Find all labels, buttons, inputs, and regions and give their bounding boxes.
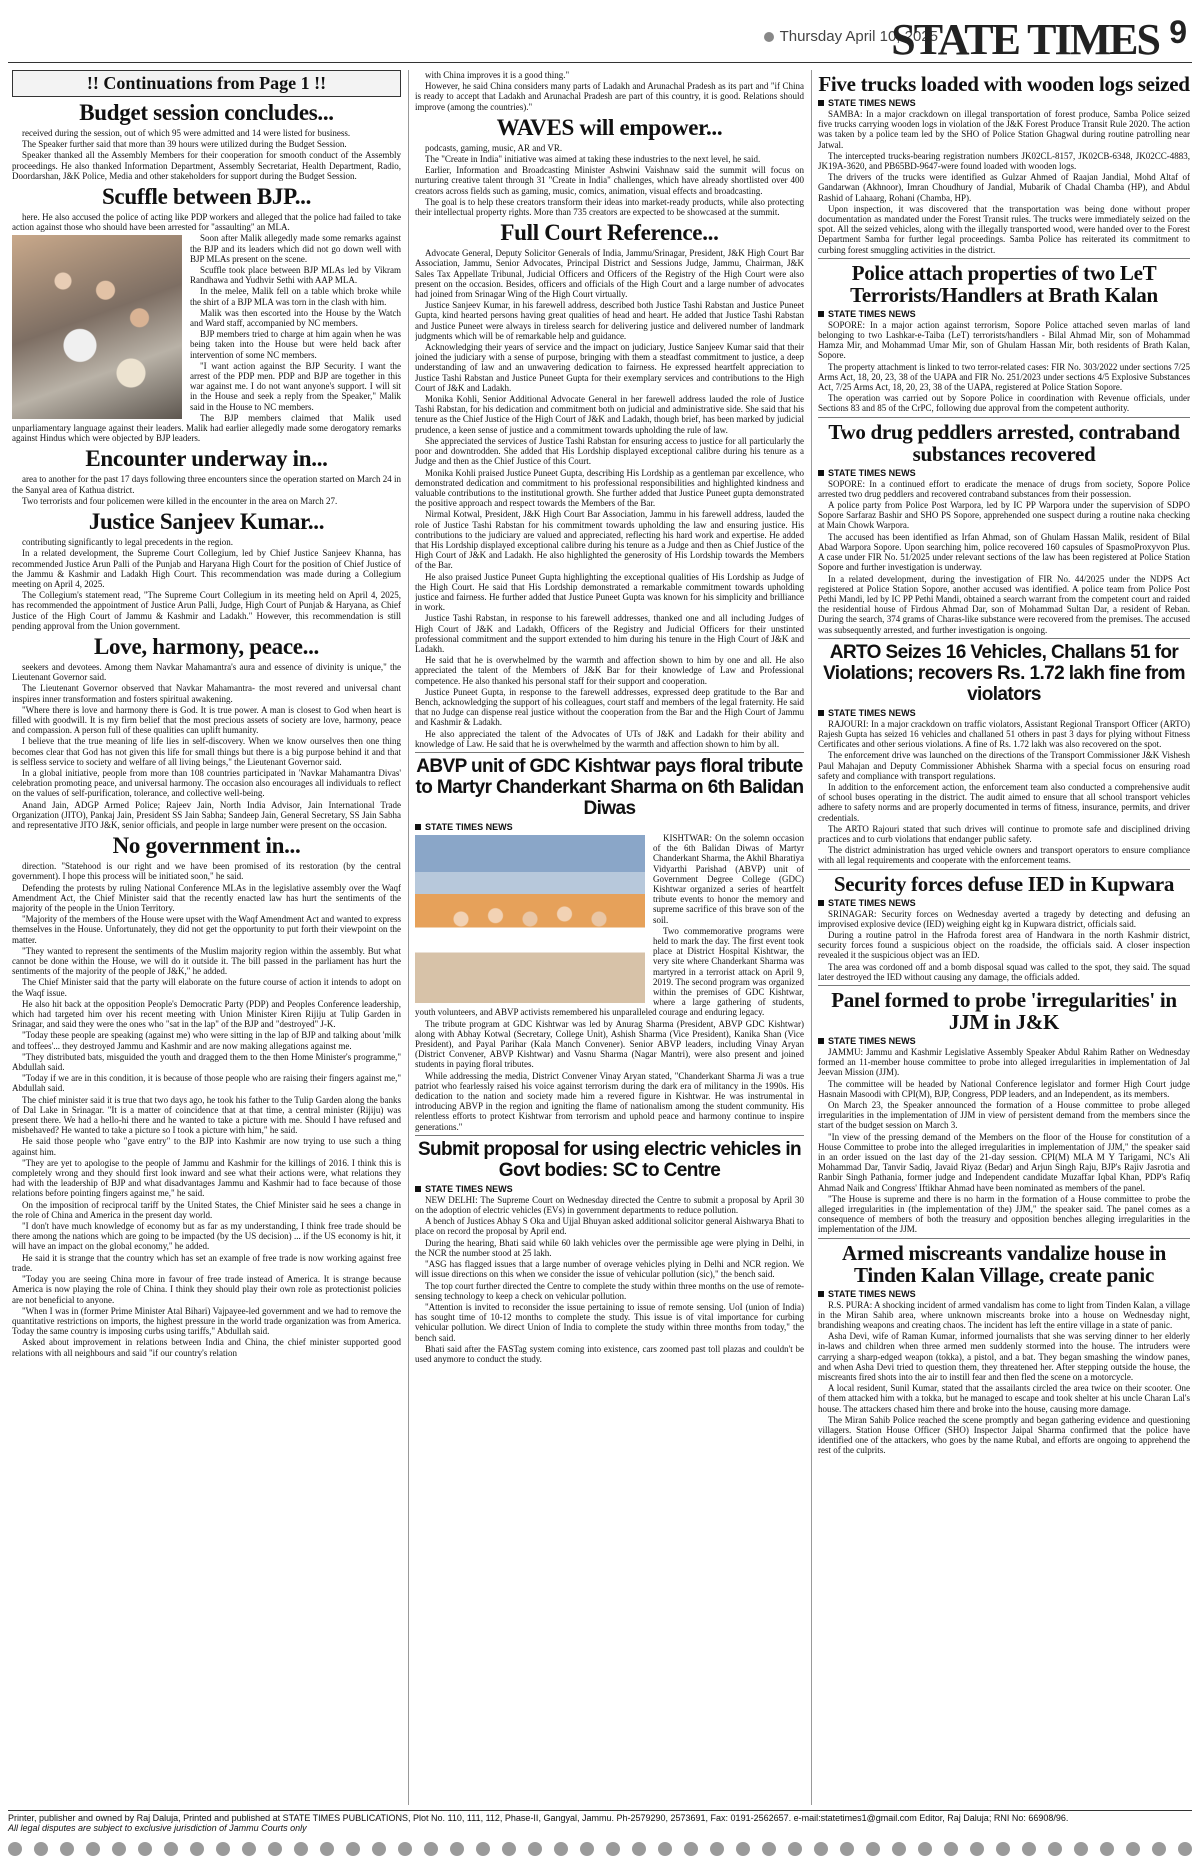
- paragraph: The intercepted trucks-bearing registration numbers JK02CL-8157, JK02CB-6348, JK02CC-4883, JK19A-3620, and PB65BD-9647-were found loaded with wooden logs.: [818, 150, 1190, 172]
- paragraph: The "Create in India" initiative was aimed at taking these industries to the next level, he said.: [425, 154, 761, 165]
- paragraph: The tribute program at GDC Kishtwar was led by Anurag Sharma (President, ABVP GDC Kishtwar) along with Abhay Kotwal (Secretary, College Unit), Ashish Sharma (Vice President), Kanika Shan (Vice President), and Payal Parihar (Kala Manch Convener). Senior ABVP leaders, including Vinay Aryan (District Convener, ABVP Kishtwar) and Vasnu Sharma (Nagar Mantri), were also present and joined students in paying floral tributes.: [415, 1018, 804, 1070]
- paragraph: Two terrorists and four policemen were killed in the encounter in the area on March 27.: [22, 495, 338, 506]
- paragraph: Bhati said after the FASTag system coming into existence, cars zoomed past toll plazas and couldn't be used anymore to conduct the study.: [415, 1343, 804, 1364]
- dot-icon: [476, 1842, 490, 1856]
- dot-icon: [762, 1842, 776, 1856]
- dot-icon: [190, 1842, 204, 1856]
- paragraph: area to another for the past 17 days following three encounters since the operation started on March 24 in the Sanyal area of Kathua district.: [12, 474, 401, 495]
- byline: STATE TIMES NEWS: [415, 822, 804, 832]
- dot-icon: [788, 1842, 802, 1856]
- dot-icon: [424, 1842, 438, 1856]
- paragraph: He said those people who "gave entry" to the BJP into Kashmir are now trying to use such a thing against him.: [12, 1136, 401, 1157]
- paragraph: "They are yet to apologise to the people of Jammu and Kashmir for the killings of 2016. I think this is completely wrong and they should first look inward and see what their actions were, what relations they had with the leadership of BJP and what disadvantages Jammu and Kashmir had to face because of those relations before pointing fingers against me," he said.: [12, 1157, 401, 1199]
- dot-icon: [528, 1842, 542, 1856]
- dot-icon: [892, 1842, 906, 1856]
- paragraph: JAMMU: Jammu and Kashmir Legislative Assembly Speaker Abdul Rahim Rather on Wednesday formed an 11-member house committee to probe into alleged irregularities in implementation of Jal Jeevan Mission (JJM).: [818, 1046, 1190, 1078]
- paragraph: "Majority of the members of the House were upset with the Waqf Amendment Act and wanted to express themselves in the House. Unfortunately, they did not get the opportunity to put forth their viewpoint on the matter.: [12, 914, 401, 945]
- dot-icon: [970, 1842, 984, 1856]
- paragraph: The district administration has urged vehicle owners and transport operators to ensure compliance with all legal requirements and cooperate with the enforcement teams.: [818, 845, 1190, 866]
- dot-icon: [1126, 1842, 1140, 1856]
- paragraph: The drivers of the trucks were identified as Gulzar Ahmed of Raajan Jandial, Mohd Altaf of Gandarwan (Akhnoor), Imran Choudhury of Jandial, Mubarik of Chadal Chamba (HP), and Abdul Rashid of Lahaarg, Rohani (Chamba, HP).: [818, 172, 1190, 203]
- byline: STATE TIMES NEWS: [818, 708, 1190, 718]
- dot-icon: [138, 1842, 152, 1856]
- paragraph: The Collegium's statement read, "The Supreme Court Collegium in its meeting held on April 4, 2025, has recommended the appointment of Justice Arun Palli, Judge, High Court of Punjab & Haryana, as Chief Justice of the High Court of Jammu & Kashmir and Ladakh." However, this recommendation is still pending approval from the Union government.: [12, 590, 401, 631]
- paragraph: The Miran Sahib Police reached the scene promptly and began gathering evidence and questioning villagers. Station House Officer (SHO) Inspector Jaipal Sharma confirmed that the police have identified one of the attackers, who goes by the name Rubal, and efforts are ongoing to apprehend the rest of the culprits.: [818, 1414, 1190, 1456]
- dot-icon: [1178, 1842, 1192, 1856]
- paragraph: Asha Devi, wife of Raman Kumar, informed journalists that she was serving dinner to her elderly in-laws and children when three armed men suddenly stormed into the house. The intruders were carrying a sharp-edged weapon (tokka), a pistol, and a bat. They began smashing the window panes, and when Asha Devi tried to question them, they threatened her. After stepping outside the house, the miscreants fired shots into the air to instill fear and then fled the scene on a motorcycle.: [818, 1331, 1190, 1383]
- dot-icon: [632, 1842, 646, 1856]
- paragraph: She appreciated the services of Justice Tashi Rabstan for ensuring access to justice for all particularly the poor and downtrodden. She added that His Lordship displayed exceptional calibre during his tenure as a Judge and then as the Chief Justice of this Court.: [415, 435, 804, 467]
- paragraph: The accused has been identified as Irfan Ahmad, son of Ghulam Hassan Malik, resident of Bilal Abad Warpora Sopore. Upon searching him, police recovered 160 capsules of SpasmoProxyvon Plus. A case under FIR No. 51/2025 under relevant sections of the law has been registered at Police Station Sopore and further investigation is underway.: [818, 531, 1190, 573]
- paragraph: He also praised Justice Puneet Gupta highlighting the exceptional qualities of His Lordship as Judge of the High Court. He said that His Lordship demonstrated a remarkable commitment towards upholding justice and fairness. He further added that Justice Puneet Gupta was known for his simplicity and brilliance in work.: [415, 571, 804, 613]
- headline: ABVP unit of GDC Kishtwar pays floral tribute to Martyr Chanderkant Sharma on 6th Balidan Diwas: [415, 755, 804, 819]
- paragraph: KISHTWAR: On the solemn occasion of the 6th Balidan Diwas of Martyr Chanderkant Sharma, the Akhil Bharatiya Vidyarthi Parishad (ABVP) unit of Government Degree College (GDC) Kishtwar organized a series of heartfelt tribute events to honor the memory and supreme sacrifice of this brave son of the soil.: [653, 832, 804, 925]
- column-2: [415, 70, 804, 1805]
- dot-icon: [684, 1842, 698, 1856]
- paragraph: SAMBA: In a major crackdown on illegal transportation of forest produce, Samba Police seized five trucks carrying wooden logs in violation of the J&K Forest Produce Transit Rule 2020. The action was taken by a police team led by the SHO of Police Station Ghagwal during routine patrolling near Jatwal.: [818, 109, 1190, 150]
- paragraph: He said that he is overwhelmed by the warmth and affection shown to him by one and all. He also appreciated the talent of the Members of J&K Bar for their knowledge of Law and Professional competence. He also thanked his personal staff for their support and cooperation.: [415, 655, 804, 686]
- paragraph: The chief minister said it is true that two days ago, he took his father to the Tulip Garden along the banks of Dal Lake in Srinagar. "It is a matter of coincidence that at that time, a central minister (Rijiju) was present there. We had a hello-hi there and he wanted to take a picture with me. Should I have refused and misbehaved? He wanted to take a picture so I took a picture with him," he said.: [12, 1094, 401, 1136]
- paragraph: A local resident, Sunil Kumar, stated that the assailants circled the area twice on their scooter. One of them attacked him with a tokka, but he managed to escape and took shelter at his uncle Charan Lal's house. The attackers chased him there and broke into the house, causing more damage.: [818, 1383, 1190, 1414]
- paragraph: During the hearing, Bhati said while 60 lakh vehicles over the permissible age were plying in Delhi, in the NCR the number stood at 25 lakh.: [415, 1237, 804, 1258]
- paragraph: During a routine patrol in the Hafroda forest area of Handwara in the north Kashmir district, security forces found a suspicious object on the roadside, the officials said. A closer inspection revealed it the suspicious object was an IED.: [818, 929, 1190, 961]
- dot-icon: [216, 1842, 230, 1856]
- imprint-footer: [8, 1810, 1192, 1833]
- paragraph: "Today you are seeing China more in favour of free trade instead of America. It is strange because America is now playing the role of China. I think they should play their own role as protectionist policies are not beneficial to anyone.: [12, 1274, 401, 1305]
- paragraph: The enforcement drive was launched on the directions of the Transport Commissioner J&K Vishesh Paul Mahajan and Deputy Commissioner Abhishek Sharma with a special focus on ensuring road safety and compliance with transport regulations.: [818, 750, 1190, 781]
- paragraph: received during the session, out of which 95 were admitted and 14 were listed for business.: [22, 128, 351, 138]
- registration-marks: [8, 1842, 1192, 1864]
- dot-icon: [918, 1842, 932, 1856]
- paragraph: In a related development, the Supreme Court Collegium, led by Chief Justice Sanjeev Khanna, has recommended Justice Arun Palli of the Punjab and Haryana High Court for the position of Chief Justice of the Jammu & Kashmir and Ladakh High Court. This recommendation was made during a Collegium meeting on April 4, 2025.: [12, 548, 401, 589]
- paragraph: contributing significantly to legal precedents in the region.: [22, 537, 233, 548]
- dot-icon: [996, 1842, 1010, 1856]
- paragraph: Justice Tashi Rabstan, in response to his farewell addresses, thanked one and all including Judges of High Court of J&K and Ladakh, Officers of the Registry and Judicial Officers for their unstinted professional commitment and the support extended to him during his tenure in the High Court of J&K and Ladakh.: [415, 613, 804, 654]
- paragraph: seekers and devotees. Among them Navkar Mahamantra's aura and essence of divinity is unique," the Lieutenant Governor said.: [12, 661, 401, 683]
- paragraph: While addressing the media, District Convener Vinay Aryan stated, "Chanderkant Sharma Ji was a true patriot who fearlessly raised his voice against terrorism during the dark era of militancy in the 1990s. His dedication to the nation and society made him a revered figure in Kishtwar. He was instrumental in introducing ABVP in the region and igniting the flame of nationalism among the student community. His relentless efforts to protect Kishtwar from terrorism and uphold peace and harmony continue to inspire generations.": [415, 1070, 804, 1132]
- headline: Armed miscreants vandalize house in Tinden Kalan Village, create panic: [842, 1240, 1166, 1287]
- paragraph: "Today if we are in this condition, it is because of those people who are raising their fingers against me," Abdullah said.: [12, 1073, 401, 1094]
- paragraph: Anand Jain, ADGP Armed Police; Rajeev Jain, North India Advisor, Jain International Trade Organization (JITO), Pankaj Jain, President SS Jain Sabha; Sandeep Jain, General Secretary, SS Jain Sabha and representative JITO J&K, senior officials, and people in large number were present on the occasion.: [12, 799, 401, 830]
- paragraph: R.S. PURA: A shocking incident of armed vandalism has come to light from Tinden Kalan, a village in the Miran Sahib area, where unknown miscreants broke into a house on Wednesday night, brandishing weapons and creating chaos. The incident has left the entire village in a state of panic.: [818, 1299, 1190, 1331]
- square-bullet-icon: [818, 1291, 824, 1297]
- paragraph: "They wanted to represent the sentiments of the Muslim majority region within the assembly. But what cannot be done within the House, we will do it outside it. The bill passed in the parliament has hurt the sentiments of the majority of the people of J&K," he added.: [12, 945, 401, 977]
- dot-icon: [450, 1842, 464, 1856]
- paragraph: RAJOURI: In a major crackdown on traffic violators, Assistant Regional Transport Officer (ARTO) Rajesh Gupta has seized 16 vehicles and challaned 51 others in past 3 days for plying without Fitness Certificates and other serious violations. A fine of Rs. 1.72 lakh was also recovered on the spot.: [818, 718, 1190, 750]
- dot-icon: [112, 1842, 126, 1856]
- square-bullet-icon: [818, 900, 824, 906]
- headline: Full Court Reference...: [500, 220, 719, 246]
- dot-icon: [34, 1842, 48, 1856]
- headline: Panel formed to probe 'irregularities' in JJM in J&K: [831, 987, 1177, 1034]
- bullet-icon: [764, 32, 774, 42]
- dot-icon: [606, 1842, 620, 1856]
- paragraph: Earlier, Information and Broadcasting Minister Ashwini Vaishnaw said the summit will focus on nurturing creative talent through 31 "Create in India" challenges, which have already shortlisted over 400 creators across fields such as gaming, music, comics, animation, visual effects and broadcasting.: [415, 165, 804, 196]
- headline: Two drug peddlers arrested, contraband substances recovered: [828, 419, 1180, 466]
- paragraph: Two commemorative programs were held to mark the day. The first event took place at District Hospital Kishtwar, the very site where Chanderkant Sharma was martyred in a terrorist attack on April 9, 2019. The second program was organized within the premises of GDC Kishtwar, where a large gathering of students, youth volunteers, and ABVP activists remembered his unparalleled courage and enduring legacy.: [415, 925, 804, 1018]
- issue-date: Thursday April 10, 2025: [764, 28, 938, 45]
- dot-icon: [1022, 1842, 1036, 1856]
- dot-icon: [346, 1842, 360, 1856]
- paragraph: The top court further directed the Centre to complete the study within three months on the use of remote-sensing technology to keep a check on vehicular pollution.: [415, 1280, 804, 1301]
- divider: [818, 258, 1190, 259]
- dot-icon: [320, 1842, 334, 1856]
- headline: Encounter underway in...: [85, 446, 328, 472]
- paragraph: "In view of the pressing demand of the Members on the floor of the House for constitution of a House Committee to probe into the alleged irregularities in implementation of JJM," the speaker said in an order issued on the last day of the 21-day session. CPI(M) MLA M Y Tarigami, NC's Ali Mohammad Dar, Tanvir Sadiq, Javaid Riyaz (Bedar) and Arjun Singh Raju, BJP's Rajiv Jasrotia and Ranbir Singh Pathania, former judge and Independent candidate Muzaffar Iqbal Khan, PDP's Rafiq Ahmad Naik and Congress' Iftikhar Ahmad have been nominated as members of the panel.: [818, 1131, 1190, 1193]
- dot-icon: [554, 1842, 568, 1856]
- paragraph: A police party from Police Post Warpora, led by IC PP Warpora under the supervision of SDPO Sopore Sarfaraz Bashir and SHO PS Sopore, apprehended one suspect during a routine naka checking at Main Chowk Warpora.: [818, 500, 1190, 531]
- paragraph: SOPORE: In a continued effort to eradicate the menace of drugs from society, Sopore Police arrested two drug peddlers and recovered contraband substances from their possession.: [818, 478, 1190, 499]
- paragraph: The Speaker further said that more than 39 hours were utilized during the Budget Session.: [22, 139, 347, 150]
- byline: STATE TIMES NEWS: [818, 1036, 1190, 1046]
- paragraph: BJP members tried to charge at him again when he was being taken into the House but were held back after intervention of some NC members.: [190, 329, 401, 360]
- headline: Justice Sanjeev Kumar...: [88, 509, 325, 535]
- dot-icon: [1152, 1842, 1166, 1856]
- paragraph: with China improves it is a good thing.": [425, 70, 570, 80]
- paragraph: SOPORE: In a major action against terrorism, Sopore Police attached seven marlas of land belonging to two Lashkar-e-Taiba (LeT) terrorists/handlers - Bilal Ahmad Mir, son of Mohammad Hamza Mir, and Mohammad Umar Mir, son of Ghulam Hassan Mir, both residents of Brath Kalan, Sopore.: [818, 319, 1190, 361]
- dot-icon: [1100, 1842, 1114, 1856]
- divider: [818, 869, 1190, 870]
- dot-icon: [398, 1842, 412, 1856]
- byline: STATE TIMES NEWS: [818, 898, 1190, 908]
- dot-icon: [736, 1842, 750, 1856]
- jurisdiction-note: All legal disputes are subject to exclusive jurisdiction of Jammu Courts only: [8, 1823, 307, 1833]
- section-kicker: !! Continuations from Page 1 !!: [12, 70, 401, 97]
- paragraph: "They distributed bats, misguided the youth and dragged them to the then Home Minister's programme," Abdullah said.: [12, 1051, 401, 1073]
- paragraph: Soon after Malik allegedly made some remarks against the BJP and its leaders which did not go down well with BJP MLAs present on the scene.: [190, 233, 401, 264]
- paragraph: On March 23, the Speaker announced the formation of a House committee to probe alleged irregularities in the implementation of JJM in view of persistent demand from the members since the start of the budget session on March 3.: [818, 1100, 1190, 1131]
- dot-icon: [658, 1842, 672, 1856]
- dot-icon: [1048, 1842, 1062, 1856]
- paragraph: The goal is to help these creators transform their ideas into market-ready products, while also protecting their intellectual property rights. More than 735 creators are expected to be showcased at the summit.: [415, 196, 804, 218]
- square-bullet-icon: [818, 470, 824, 476]
- paragraph: "Today these people are speaking (against me) who were sitting in the lap of BJP and talking about 'milk and toffees'... they destroyed Jammu and Kashmir and are now making allegations against me.: [12, 1030, 401, 1051]
- paragraph: "Attention is invited to reconsider the issue pertaining to issue of remote sensing. UoI (union of India) has sought time of 10-12 months to complete the study. This issue is of vital importance for curbing vehicular pollution. We direct Union of India to complete the study within three months from today," the bench said.: [415, 1301, 804, 1343]
- column-rule: [811, 70, 812, 1805]
- dot-icon: [164, 1842, 178, 1856]
- paragraph: "Where there is love and harmony there is God. It is true power. A man is closest to God when heart is filled with goodwill. It is my firm belief that the most precious assets of society are love, harmony, peace and compassion. A person full of these qualities can uplift humanity.: [12, 704, 401, 736]
- byline: STATE TIMES NEWS: [818, 309, 1190, 319]
- dot-icon: [268, 1842, 282, 1856]
- paragraph: SRINAGAR: Security forces on Wednesday averted a tragedy by detecting and defusing an improvised explosive device (IED) weighing eight kg in Kupwara district, officials said.: [818, 908, 1190, 929]
- paragraph: The operation was carried out by Sopore Police in coordination with Revenue officials, under Sections 83 and 85 of the CrPC, following due approval from the competent authority.: [818, 393, 1190, 414]
- paragraph: Upon inspection, it was discovered that the transportation was being done without proper documentation as mandated under the Forest Transit rules. The trucks were immediately seized on the spot. All the seized vehicles, along with the illegally transported wood, were handed over to the Forest Department Samba for further legal proceedings. Samba Police has reiterated its commitment to curbing forest smuggling activities in the district.: [818, 203, 1190, 255]
- dot-icon: [944, 1842, 958, 1856]
- square-bullet-icon: [415, 824, 421, 830]
- dot-icon: [840, 1842, 854, 1856]
- byline: STATE TIMES NEWS: [415, 1184, 804, 1194]
- paragraph: Nirmal Kotwal, President, J&K High Court Bar Association, Jammu in his farewell address, lauded the role of Justice Tashi Rabstan for his commitment towards upholding the law and ensuring justice. His contributions to the judiciary are valued and appreciated, reflecting his hard work and expertise. He added that His Lordship displayed exceptional calibre during his tenure as a Judge and then as Chief Justice of the High Court of J&K and Ladakh. He also highlighted the generosity of His Lordship towards the Members of the Bar.: [415, 509, 804, 571]
- column-1: [12, 70, 401, 1805]
- newspaper-logo: STATE TIMES: [891, 15, 1159, 64]
- square-bullet-icon: [818, 1038, 824, 1044]
- headline: Budget session concludes...: [79, 100, 334, 125]
- paragraph: Speaker thanked all the Assembly Members for their cooperation for smooth conduct of the Assembly proceedings. He also thanked Information Department, Assembly Secretariat, Health Department, Radio, Doordarshan, J&K Police, Media and other stakeholders for support during the Budget Session.: [12, 150, 401, 181]
- paragraph: "The House is supreme and there is no harm in the formation of a House committee to probe the alleged irregularities in (the implementation of the) JJM," the speaker said. The panel comes as a consequence of members of both the treasury and opposition benches alleging irregularities in the implementation of the JJM.: [818, 1193, 1190, 1235]
- paragraph: In the melee, Malik fell on a table which broke while the shirt of a BJP MLA was torn in the clash with him.: [190, 286, 401, 307]
- paragraph: In a global initiative, people from more than 108 countries participated in 'Navkar Mahamantra Divas' celebration promoting peace, and universal harmony. The occasion also encourages all individuals to reflect on the values of self-purification, tolerance, and collective well-being.: [12, 767, 401, 799]
- paragraph: "I want action against the BJP Security. I want the arrest of the PDP men. PDP and BJP are together in this war against me. I do not want anyone's support. I will sit in the House and seek a reply from the Speaker," Malik said in the House to NC members.: [190, 360, 401, 412]
- dot-icon: [86, 1842, 100, 1856]
- column-rule: [408, 70, 409, 1805]
- paragraph: He also appreciated the talent of the Advocates of UTs of J&K and Ladakh for their ability and knowledge of Law. He said that he is overwhelmed by the warmth and affection shown to him by all.: [415, 728, 804, 749]
- headline: Scuffle between BJP...: [101, 184, 312, 210]
- paragraph: "I don't have much knowledge of economy but as far as my understanding, I think free trade should be there among the nations which are going to be impacted (by the US decision) ... if the US economy is hit, it will have an impact on the global economy," he added.: [12, 1221, 401, 1252]
- dot-icon: [372, 1842, 386, 1856]
- dot-icon: [1074, 1842, 1088, 1856]
- dot-icon: [866, 1842, 880, 1856]
- square-bullet-icon: [415, 1186, 421, 1192]
- headline: No government in...: [112, 833, 301, 859]
- divider: [8, 62, 1192, 63]
- divider: [818, 638, 1190, 639]
- headline: ARTO Seizes 16 Vehicles, Challans 51 for Violations; recovers Rs. 1.72 lakh fine from violators: [823, 641, 1185, 705]
- paragraph: He also hit back at the opposition People's Democratic Party (PDP) and Peoples Conference leadership, which had targeted him over his recent meeting with Union Minister Kiren Rijiju at Tulip Garden in Srinagar, and said they were the ones who "sat in the lap" of the BJP and "destroyed" J-K.: [12, 998, 401, 1030]
- page-number: 9: [1169, 14, 1187, 50]
- headline: Security forces defuse IED in Kupwara: [833, 871, 1175, 896]
- paragraph: The Lieutenant Governor observed that Navkar Mahamantra- the most revered and universal chant inspires inner transformation and fosters spiritual awakening.: [12, 683, 401, 704]
- paragraph: podcasts, gaming, music, AR and VR.: [425, 142, 563, 153]
- paragraph: here. He also accused the police of acting like PDP workers and alleged that the police had failed to take action against those who should have been arrested for "assaulting" an MLA.: [12, 212, 401, 233]
- paragraph: The committee will be headed by National Conference legislator and former High Court judge Hasnain Masoodi with CPI(M), BJP, Congress, PDP leaders, and an Independent, as its members.: [818, 1078, 1190, 1099]
- paragraph: Malik was then escorted into the House by the Watch and Ward staff, accompanied by NC members.: [190, 307, 401, 329]
- masthead: [8, 0, 1193, 64]
- dot-icon: [502, 1842, 516, 1856]
- paragraph: A bench of Justices Abhay S Oka and Ujjal Bhuyan asked additional solicitor general Aishwarya Bhati to place on record the proposal by April end.: [415, 1216, 804, 1237]
- imprint-line: Printer, publisher and owned by Raj Daluja, Printed and published at STATE TIMES PUBLICATIONS, Plot No. 110, 111, 112, Phase-II, Gangyal, Jammu. Ph-2579290, 2573691, Fax: 0191-2562657. e-mail:statetimes1@gmail.com Editor, Raj Daluja; RNI No: 66908/96.: [8, 1813, 1069, 1823]
- dot-icon: [60, 1842, 74, 1856]
- paragraph: The area was cordoned off and a bomb disposal squad was called to the spot, they said. The squad later destroyed the IED without causing any damage, the officials added.: [818, 961, 1190, 982]
- paragraph: Asked about improvement in relations between India and China, the chief minister supported good relations with all neighbours and said "if our country's relation: [12, 1337, 401, 1358]
- square-bullet-icon: [818, 710, 824, 716]
- paragraph: Justice Puneet Gupta, in response to the farewell addresses, expressed deep gratitude to the Bar and Bench, acknowledging the support of his colleagues, court staff and members of the legal fraternity. He said that no Judge can dispense real justice without the cooperation from the Bar and the High Court of Jammu and Kashmir & Ladakh.: [415, 686, 804, 728]
- paragraph: Scuffle took place between BJP MLAs led by Vikram Randhawa and Yudhvir Sethi with AAP MLA.: [190, 265, 401, 286]
- paragraph: The ARTO Rajouri stated that such drives will continue to promote safe and disciplined driving practices and to curb violations that endanger public safety.: [818, 823, 1190, 844]
- paragraph: Defending the protests by ruling National Conference MLAs in the legislative assembly over the Waqf Amendment Act, the Chief Minister said that the recently enacted law has hurt the sentiments of the majority of the people in the Union Territory.: [12, 882, 401, 913]
- column-3: [818, 70, 1190, 1805]
- paragraph: "When I was in (former Prime Minister Atal Bihari) Vajpayee-led government and we had to remove the quantitative restrictions on imports, the highest pressure in the world trade organization was from America. Today the same country is imposing curbs using tariffs," Abdullah said.: [12, 1305, 401, 1337]
- paragraph: On the imposition of reciprocal tariff by the United States, the Chief Minister said he sees a change in the role of China and America in the present day world.: [12, 1199, 401, 1220]
- divider: [818, 417, 1190, 418]
- square-bullet-icon: [818, 100, 824, 106]
- dot-icon: [8, 1842, 22, 1856]
- dot-icon: [294, 1842, 308, 1856]
- byline: STATE TIMES NEWS: [818, 468, 1190, 478]
- paragraph: Justice Sanjeev Kumar, in his farewell address, described both Justice Tashi Rabstan and Justice Puneet Gupta, kind hearted persons having great qualities of head and heart. He added that Justice Tashi Rabstan and Justice Puneet were always in tireless search for delivering justice and delivered number of landmark judgments which will be of remarkable help and guidance.: [415, 300, 804, 341]
- dot-icon: [710, 1842, 724, 1856]
- divider: [415, 1135, 804, 1136]
- paragraph: The BJP members claimed that Malik used unparliamentary language against their leaders. Malik had earlier allegedly made some derogatory remarks against Hindus which were objected by BJP leaders.: [12, 412, 401, 444]
- paragraph: However, he said China considers many parts of Ladakh and Arunachal Pradesh as its part and "if China is ready to accept that Ladakh and Arunachal Pradesh are part of this country, it is good. Relations should improve (among the countries).": [415, 81, 804, 112]
- headline: WAVES will empower...: [496, 114, 723, 140]
- paragraph: NEW DELHI: The Supreme Court on Wednesday directed the Centre to submit a proposal by April 30 on the adoption of electric vehicles (EVs) in government departments to reduce pollution.: [415, 1194, 804, 1216]
- headline: Love, harmony, peace...: [94, 633, 319, 659]
- headline: Five trucks loaded with wooden logs seized: [818, 72, 1190, 96]
- divider: [818, 985, 1190, 986]
- paragraph: Monika Kohli, Senior Additional Advocate General in her farewell address lauded the role of Justice Tashi Rabstan, for his dedication and commitment both on judicial and administrative side. She said that his tenure as the Chief Justice of the High Court of J&K and Ladakh, though brief, has been marked by judicial prudence, a keen sense of justice and a commitment towards upholding the rule of law.: [415, 394, 804, 435]
- assembly-scuffle-photo: [12, 235, 182, 419]
- paragraph: Monika Kohli praised Justice Puneet Gupta, describing His Lordship as a gentleman par excellence, who demonstrated dedication and commitment to his professional responsibilities and highlighted kindness and valuable contributions to the institutional growth. She further added that Justice Puneet gupta demonstrated the positive approach and respect towards the Members of the Bar.: [415, 467, 804, 509]
- paragraph: He said it is strange that the country which has set an example of free trade is now working against free trade.: [12, 1252, 401, 1273]
- byline: STATE TIMES NEWS: [818, 1289, 1190, 1299]
- dot-icon: [814, 1842, 828, 1856]
- paragraph: "ASG has flagged issues that a large number of overage vehicles plying in Delhi and NCR region. We will issue directions on this when we consider the issue of vehicular pollution (sic)," the bench said.: [415, 1259, 804, 1280]
- byline: STATE TIMES NEWS: [818, 98, 1190, 108]
- paragraph: The property attachment is linked to two terror-related cases: FIR No. 303/2022 under sections 7/25 Arms Act, 18, 20, 23, 38 of the UAPA and FIR No. 251/2023 under sections 4/5 Explosive Substances Act, 7/25 Arms Act, 18, 20, 23, 38 of the UAPA, registered at Police Station Sopore.: [818, 361, 1190, 393]
- dot-icon: [242, 1842, 256, 1856]
- paragraph: In addition to the enforcement action, the enforcement team also conducted a comprehensive audit of school buses operating in the district. The audit aimed to ensure that all school transport vehicles adhere to safety norms and are properly documented in terms of fitness, insurance, permits, and driver credentials.: [818, 781, 1190, 823]
- abvp-tribute-photo: [415, 835, 645, 1003]
- divider: [818, 1238, 1190, 1239]
- headline: Submit proposal for using electric vehicles in Govt bodies: SC to Centre: [417, 1138, 802, 1181]
- square-bullet-icon: [818, 311, 824, 317]
- paragraph: Acknowledging their years of service and the impact on judiciary, Justice Sanjeev Kumar said that their joined the judiciary with a sense of purpose, bringing with them a steadfast commitment to justice, a deep understanding of law and an unwavering dedication to fairness. He expressed heartfelt appreciation to Justice Tashi Rabstan and Justice Puneet Gupta for their exemplary services and contributions to the High Court of J&K and Ladakh.: [415, 342, 804, 393]
- paragraph: Advocate General, Deputy Solicitor Generals of India, Jammu/Srinagar, President, J&K High Court Bar Association, Jammu, Senior Advocates, Principal District and Sessions Judge, Jammu, Chairman, J&K Sales Tax Appellate Tribunal, Judicial Officers and Officers of the Registry of the High Court were also present on the occasion. Besides, officers and officials of the High Court and a large number of advocates had joined from Srinagar Wing of the High Court virtually.: [415, 248, 804, 300]
- paragraph: In a related development, during the investigation of FIR No. 44/2025 under the NDPS Act registered at Police Station Sopore, another accused was identified. A police team from Police Post Pethi Mandi, led by IC PP Pethi Mandi, obtained a search warrant from the competent court and raided the residential house of Firdous Ahmad Dar, son of Mohammad Sultan Dar, a resident of Reban. During the search, 374 grams of Charas-like substance were recovered from the premises. The accused was subsequently arrested, and further investigation is ongoing.: [818, 573, 1190, 635]
- dot-icon: [580, 1842, 594, 1856]
- paragraph: I believe that the true meaning of life lies in self-discovery. When we know ourselves then one thing becomes clear that God has not given this life for small things but there is a big purpose behind it and that is selfless service to society and welfare of all living beings," the Lieutenant Governor said.: [12, 736, 401, 767]
- paragraph: The Chief Minister said that the party will elaborate on the future course of action it intends to adopt on the Waqf issue.: [12, 977, 401, 998]
- headline: Police attach properties of two LeT Terrorists/Handlers at Brath Kalan: [850, 260, 1158, 307]
- divider: [415, 752, 804, 753]
- paragraph: direction. "Statehood is our right and we have been promised of its restoration (by the central government). I hope this process will be initiated soon," he said.: [12, 861, 401, 882]
